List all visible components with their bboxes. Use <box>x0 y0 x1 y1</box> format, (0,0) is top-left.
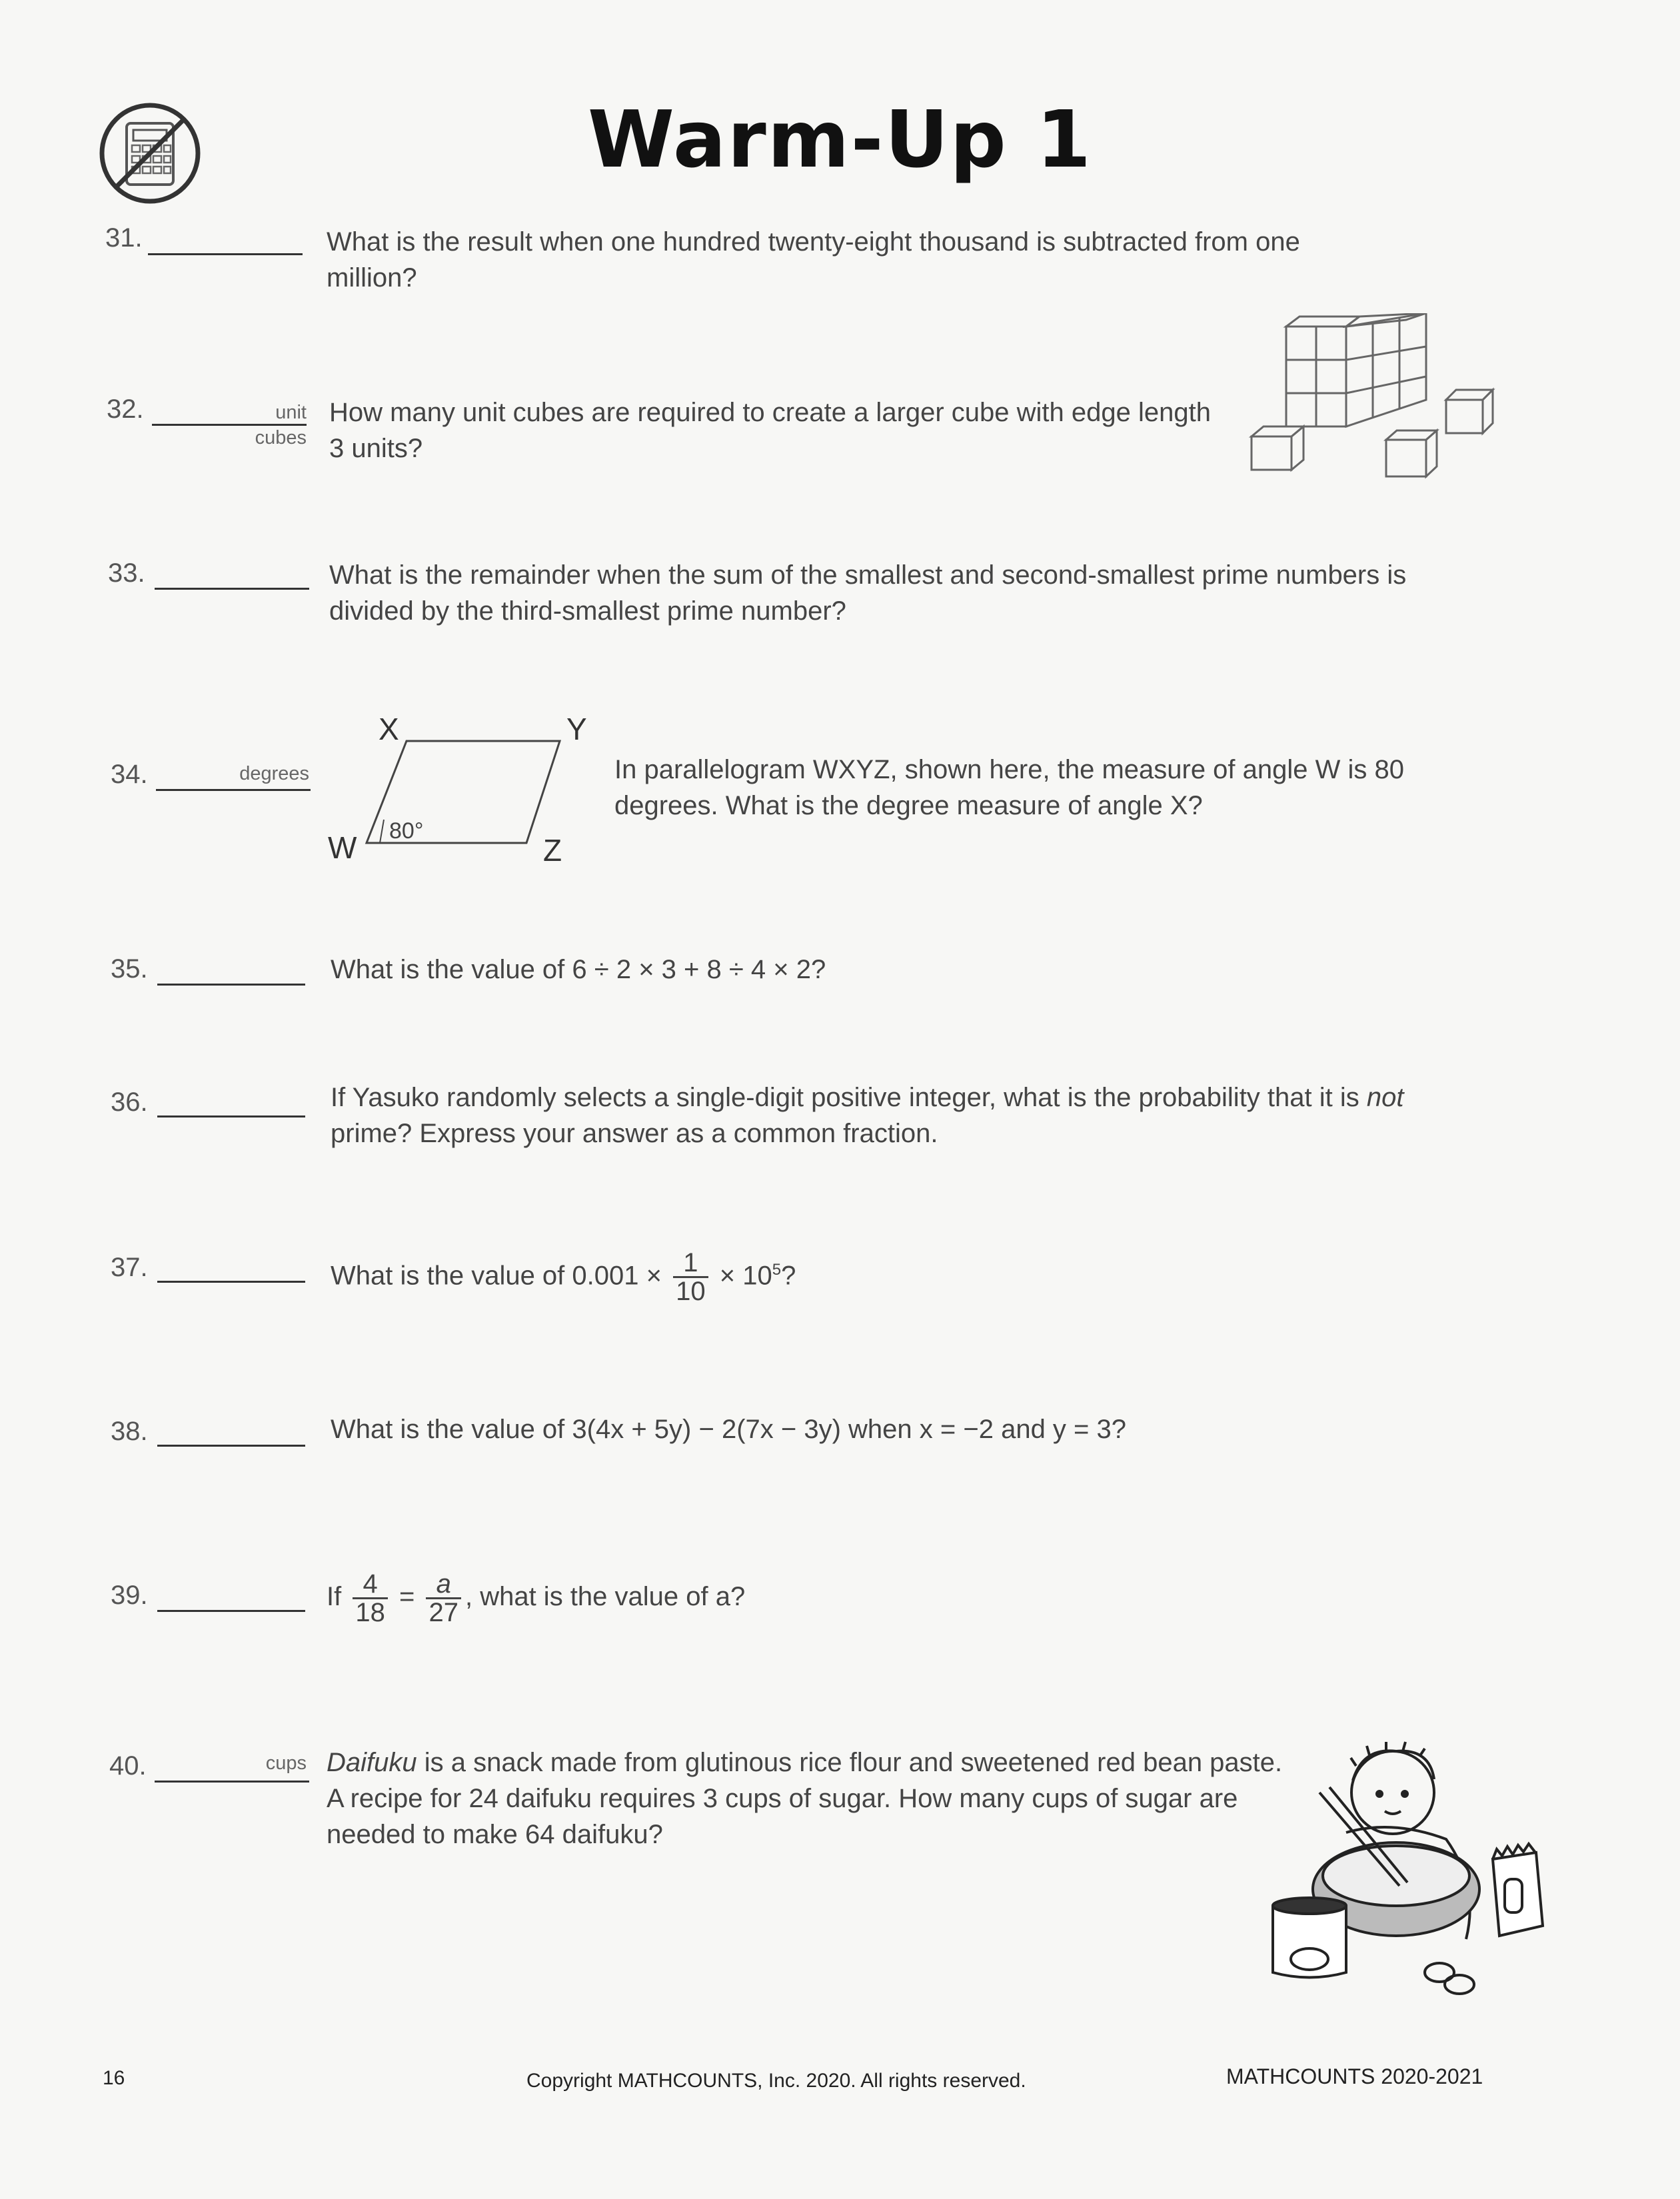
page-number: 16 <box>103 2067 125 2089</box>
answer-blank[interactable] <box>157 984 305 986</box>
problem-text <box>327 1745 1286 1852</box>
problem-number: 34. <box>111 760 148 789</box>
fraction <box>426 1571 461 1626</box>
vertex-y: Y <box>566 713 587 746</box>
fraction-numerator: a <box>426 1571 461 1599</box>
page-title: Warm-Up 1 <box>587 93 1093 185</box>
answer-unit: degrees <box>239 763 309 784</box>
copyright-notice: Copyright MATHCOUNTS, Inc. 2020. All rights reserved. <box>526 2070 1026 2092</box>
answer-blank[interactable] <box>156 789 311 791</box>
exponent: 5 <box>772 1261 782 1279</box>
fraction-denominator: 10 <box>676 1277 706 1307</box>
answer-blank[interactable] <box>148 253 303 255</box>
problem-text <box>331 1230 1330 1315</box>
answer-blank[interactable] <box>157 1445 305 1447</box>
problem-number: 38. <box>111 1417 148 1446</box>
problem-text-part: × 10 <box>719 1261 772 1291</box>
problem-text-part: If Yasuko randomly selects a single-digit positive integer, what is the probability that it is <box>331 1083 1367 1112</box>
problem-text-italic: Daifuku <box>327 1748 417 1777</box>
problem-text: How many unit cubes are required to create a larger cube with edge length 3 units? <box>329 398 1211 463</box>
fraction <box>673 1249 708 1305</box>
answer-unit: unit cubes <box>255 402 307 448</box>
angle-label: 80° <box>389 818 424 844</box>
problem-number: 33. <box>108 558 145 588</box>
problem-number: 37. <box>111 1253 148 1282</box>
fraction-numerator: 1 <box>673 1249 708 1278</box>
answer-blank[interactable] <box>157 1115 305 1117</box>
problem-text-part: , what is the value of a? <box>464 1582 746 1611</box>
cooking-illustration <box>1253 1739 1553 2006</box>
fraction-numerator: 4 <box>353 1571 388 1599</box>
problem-text <box>331 1080 1463 1151</box>
problem-number: 32. <box>107 394 144 424</box>
problem-number: 39. <box>111 1581 148 1610</box>
vertex-w: W <box>328 830 357 865</box>
parallelogram-diagram <box>320 713 613 873</box>
answer-blank[interactable] <box>155 588 309 590</box>
problem-text: What is the remainder when the sum of the smallest and second-smallest prime numbers is divided by the third-smallest prime number? <box>329 560 1407 626</box>
fraction-denominator: 27 <box>428 1597 458 1627</box>
vertex-z: Z <box>543 833 562 868</box>
unit-cubes-illustration <box>1246 313 1499 486</box>
problem-text <box>327 1557 1260 1637</box>
answer-blank[interactable] <box>155 1781 309 1783</box>
problem-text-part: prime? Express your answer as a common fraction. <box>331 1119 938 1148</box>
fraction-denominator: 18 <box>355 1597 385 1627</box>
problem-text-part: is a snack made from glutinous rice flour and sweetened red bean paste. A recipe for 24 daifuku requires 3 cups of sugar. How many cups of sugar are needed to make 64 daifuku? <box>327 1748 1283 1849</box>
answer-blank[interactable] <box>157 1610 305 1612</box>
problem-text-part: What is the value of 0.001 × <box>331 1261 662 1291</box>
problem-text-part: If <box>327 1582 342 1611</box>
problem-number: 36. <box>111 1088 148 1117</box>
equals-sign: = <box>399 1582 415 1611</box>
problem-text: What is the value of 3(4x + 5y) − 2(7x − 3y) when x = −2 and y = 3? <box>331 1415 1127 1444</box>
problem-number: 40. <box>109 1751 147 1781</box>
problem-text: In parallelogram WXYZ, shown here, the measure of angle W is 80 degrees. What is the degree measure of angle X? <box>614 755 1404 820</box>
answer-blank[interactable] <box>157 1281 305 1283</box>
problem-text-italic: not <box>1366 1083 1404 1112</box>
problem-text: What is the result when one hundred twenty-eight thousand is subtracted from one million? <box>327 227 1300 293</box>
problem-number: 35. <box>111 954 148 984</box>
edition-label: MATHCOUNTS 2020-2021 <box>1226 2064 1483 2088</box>
problem-number: 31. <box>105 223 143 253</box>
answer-unit: cups <box>265 1753 307 1774</box>
vertex-x: X <box>379 713 399 746</box>
problem-text-part: ? <box>781 1261 796 1291</box>
problem-text: What is the value of 6 ÷ 2 × 3 + 8 ÷ 4 × 2? <box>331 955 826 984</box>
fraction <box>353 1571 388 1626</box>
